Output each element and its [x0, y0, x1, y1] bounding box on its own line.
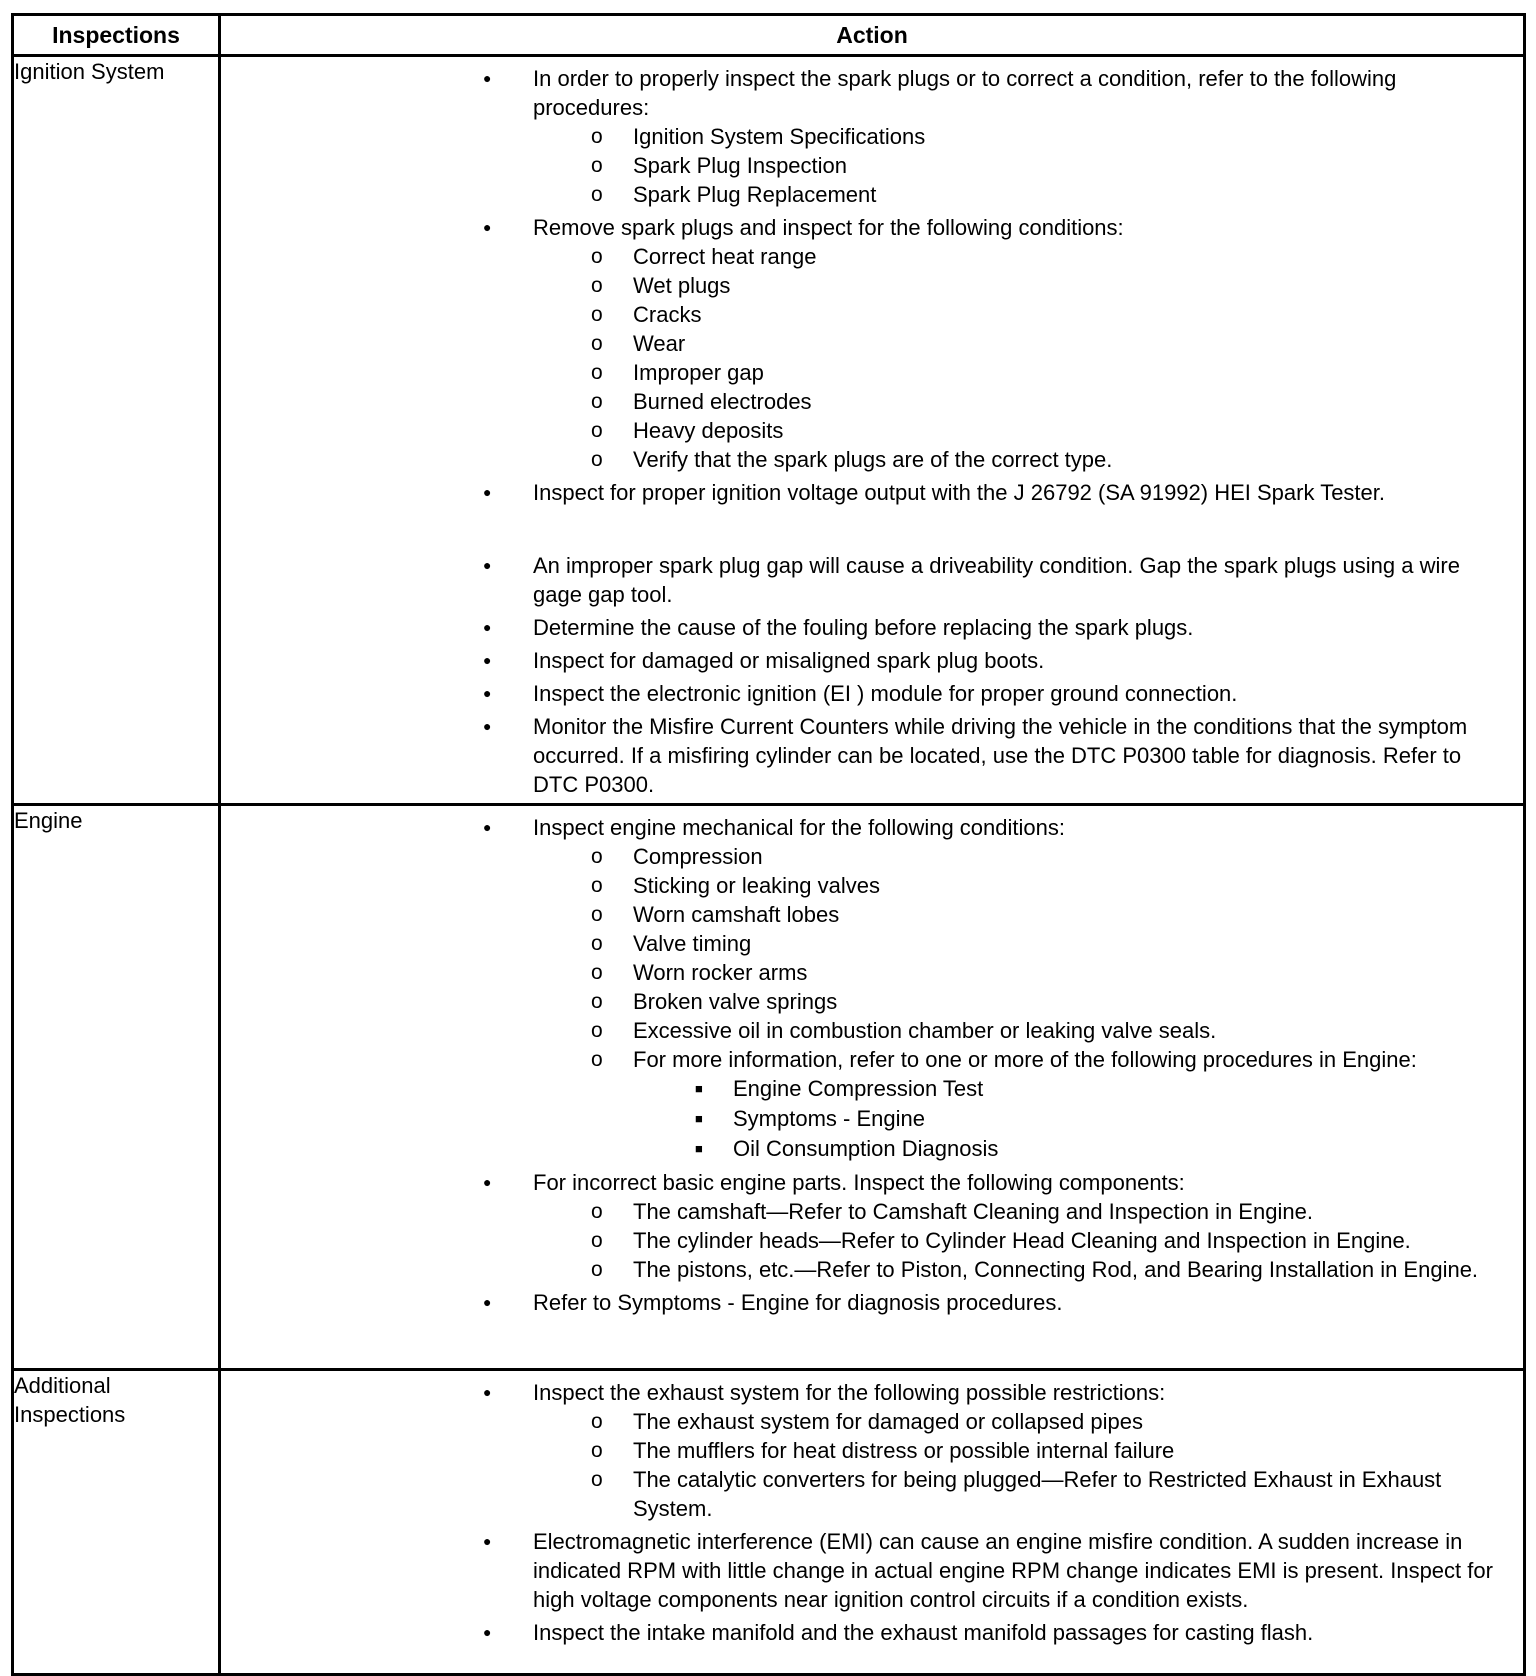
list-item — [221, 813, 1511, 1164]
sub-item: o Correct heat range — [221, 242, 1511, 271]
inspection-table — [11, 13, 1526, 1676]
subsub-item: ■ Oil Consumption Diagnosis — [221, 1134, 1511, 1164]
bullet-text: Inspect engine mechanical for the following conditions: — [533, 815, 1065, 840]
subsub-item: ■ Engine Compression Test — [221, 1074, 1511, 1104]
sub-item: o Spark Plug Replacement — [221, 180, 1511, 209]
list-item: ● Inspect for damaged or misaligned spark plug boots. — [221, 646, 1511, 675]
sub-item-text: For more information, refer to one or more of the following procedures in Engine: — [633, 1047, 1417, 1072]
header-row — [13, 15, 1525, 56]
spacer — [221, 511, 1511, 551]
list-item: ● Refer to Symptoms - Engine for diagnosis procedures. — [221, 1288, 1511, 1317]
list-item: ● Inspect the electronic ignition (EI ) module for proper ground connection. — [221, 679, 1511, 708]
sub-item: o The exhaust system for damaged or collapsed pipes — [221, 1407, 1511, 1436]
sub-item: o Verify that the spark plugs are of the correct type. — [221, 445, 1511, 474]
row-label-ignition: Ignition System — [13, 56, 220, 805]
action-cell-engine — [220, 805, 1525, 1370]
list-item: ● Determine the cause of the fouling before replacing the spark plugs. — [221, 613, 1511, 642]
list-item: ● Inspect for proper ignition voltage output with the J 26792 (SA 91992) HEI Spark Tester. — [221, 478, 1511, 507]
sub-item: o Cracks — [221, 300, 1511, 329]
list-item — [221, 1378, 1511, 1523]
bullet-text: In order to properly inspect the spark plugs or to correct a condition, refer to the following procedures: — [533, 66, 1397, 120]
list-item — [221, 213, 1511, 474]
sub-item: o Wear — [221, 329, 1511, 358]
row-label-additional: Additional Inspections — [13, 1370, 220, 1675]
sub-item — [221, 1045, 1511, 1164]
sub-item: o The mufflers for heat distress or possible internal failure — [221, 1436, 1511, 1465]
list-item: ● An improper spark plug gap will cause a driveability condition. Gap the spark plugs using a wire gage gap tool. — [221, 551, 1511, 609]
sub-item: o Broken valve springs — [221, 987, 1511, 1016]
bullet-text: Remove spark plugs and inspect for the following conditions: — [533, 215, 1124, 240]
sub-item: o Sticking or leaking valves — [221, 871, 1511, 900]
sub-item: o Burned electrodes — [221, 387, 1511, 416]
list-item: ● Inspect the intake manifold and the exhaust manifold passages for casting flash. — [221, 1618, 1511, 1647]
sub-item: o Heavy deposits — [221, 416, 1511, 445]
header-inspections: Inspections — [13, 15, 220, 56]
action-cell-additional — [220, 1370, 1525, 1675]
sub-item: o The camshaft—Refer to Camshaft Cleaning and Inspection in Engine. — [221, 1197, 1511, 1226]
list-item: ● Monitor the Misfire Current Counters while driving the vehicle in the conditions that the symptom occurred. If a misfiring cylinder can be located, use the DTC P0300 table for diagnosis. Refer to DTC P0300. — [221, 712, 1511, 799]
sub-item: o Worn rocker arms — [221, 958, 1511, 987]
sub-item: o Ignition System Specifications — [221, 122, 1511, 151]
sub-item: o Wet plugs — [221, 271, 1511, 300]
subsub-item: ■ Symptoms - Engine — [221, 1104, 1511, 1134]
list-item — [221, 1168, 1511, 1284]
list-item: ● Electromagnetic interference (EMI) can cause an engine misfire condition. A sudden increase in indicated RPM with little change in actual engine RPM change indicates EMI is present. Inspect for high voltage components near ignition control circuits if a condition exists. — [221, 1527, 1511, 1614]
sub-item: o The pistons, etc.—Refer to Piston, Connecting Rod, and Bearing Installation in Engine. — [221, 1255, 1511, 1284]
sub-item: o The cylinder heads—Refer to Cylinder Head Cleaning and Inspection in Engine. — [221, 1226, 1511, 1255]
sub-item: o Improper gap — [221, 358, 1511, 387]
list-item — [221, 64, 1511, 209]
sub-item: o Valve timing — [221, 929, 1511, 958]
table-row — [13, 56, 1525, 805]
sub-item: o Compression — [221, 842, 1511, 871]
table-row — [13, 805, 1525, 1370]
sub-item: o Worn camshaft lobes — [221, 900, 1511, 929]
sub-item: o Excessive oil in combustion chamber or leaking valve seals. — [221, 1016, 1511, 1045]
action-cell-ignition — [220, 56, 1525, 805]
header-action: Action — [220, 15, 1525, 56]
bullet-text: For incorrect basic engine parts. Inspect the following components: — [533, 1170, 1185, 1195]
table-row — [13, 1370, 1525, 1675]
sub-item: o Spark Plug Inspection — [221, 151, 1511, 180]
row-label-engine: Engine — [13, 805, 220, 1370]
sub-item: o The catalytic converters for being plugged—Refer to Restricted Exhaust in Exhaust System. — [221, 1465, 1511, 1523]
bullet-text: Inspect the exhaust system for the following possible restrictions: — [533, 1380, 1166, 1405]
